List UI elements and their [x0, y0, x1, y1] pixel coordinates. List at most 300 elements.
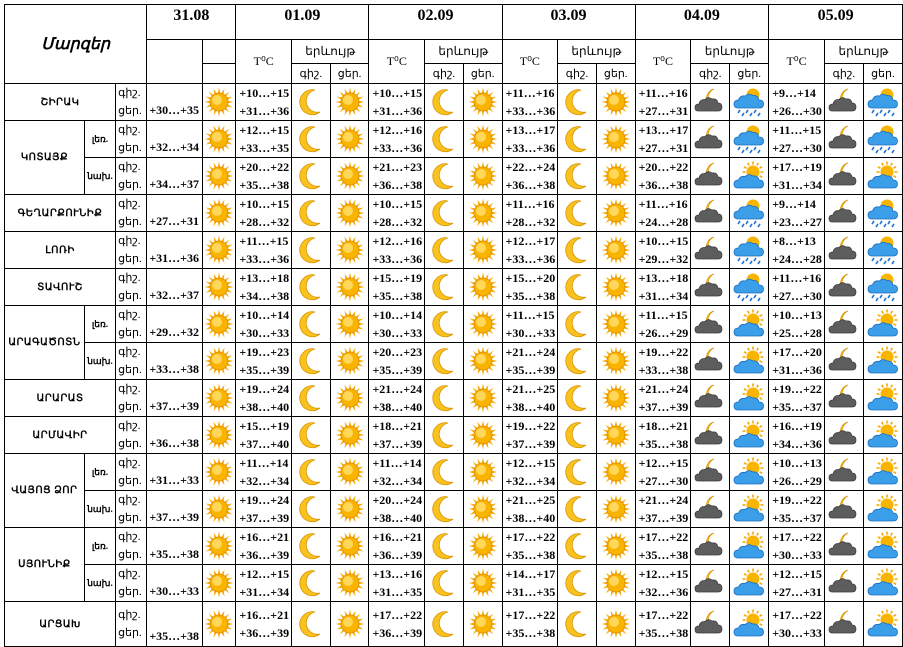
night-header: գիշ. [691, 64, 730, 84]
night-weather-cell [691, 269, 730, 306]
night-weather-cell [425, 84, 464, 121]
temp-cell [769, 380, 825, 417]
blank-cell [202, 64, 236, 84]
night-temperature: +15…+19 [239, 419, 290, 433]
day-temperature: +31…+36 [239, 104, 290, 118]
day-temperature: +33…+36 [372, 252, 423, 266]
night-temperature: +15…+20 [505, 271, 556, 285]
night-temperature: +19…+23 [239, 345, 290, 359]
sun-icon [597, 87, 635, 117]
night-temperature: +13…+16 [372, 567, 423, 581]
region-name-cell [5, 602, 116, 647]
subregion-cell [84, 121, 115, 158]
temp-cell [369, 343, 425, 380]
first-day-icon-cell [202, 528, 236, 565]
night-temperature: +21…+24 [505, 345, 556, 359]
temp-cell [769, 417, 825, 454]
night-weather-cell [824, 491, 863, 528]
night-temperature: +17…+22 [638, 608, 689, 622]
night-temperature: +12…+16 [372, 123, 423, 137]
moon-icon [558, 420, 596, 450]
day-header: ցեր. [330, 64, 369, 84]
first-day-icon-cell [202, 84, 236, 121]
day-temperature: +33…+35 [239, 141, 290, 155]
region-name-cell [5, 269, 116, 306]
temp-cell [236, 195, 292, 232]
moon-icon [558, 235, 596, 265]
day-temperature: +30…+33 [772, 548, 822, 562]
day-temperature: +33…+36 [372, 141, 423, 155]
day-temperature: +37…+39 [638, 400, 689, 414]
temp-cell [502, 232, 558, 269]
sun-icon [203, 457, 236, 487]
night-weather-cell [691, 306, 730, 343]
night-temperature: +21…+24 [638, 493, 689, 507]
region-name: ՏԱՎՈՒՇ [37, 281, 83, 293]
day-weather-cell [463, 528, 502, 565]
day-weather-cell [463, 121, 502, 158]
day-weather-cell [730, 158, 769, 195]
night-weather-cell [558, 380, 597, 417]
temp-header: T⁰C [502, 40, 558, 84]
date-header-1: 01.09 [236, 5, 369, 40]
moon-icon [425, 235, 463, 265]
day-weather-cell [463, 306, 502, 343]
sun-icon [203, 309, 236, 339]
sun-cloud-icon [864, 420, 902, 450]
day-header: ցեր. [863, 64, 902, 84]
region-name-cell [5, 380, 116, 417]
day-weather-cell [596, 380, 635, 417]
sun-icon [597, 161, 635, 191]
day-weather-cell [730, 602, 769, 647]
moon-icon [292, 494, 330, 524]
day-temperature: +37…+39 [239, 511, 290, 525]
night-label: գիշ. [118, 531, 141, 543]
weather-header: երևույթ [691, 40, 769, 64]
day-weather-cell [730, 232, 769, 269]
day-temperature: +35…+39 [505, 363, 556, 377]
day-temperature: +37…+40 [239, 437, 290, 451]
day-weather-cell [730, 417, 769, 454]
day-weather-cell [463, 195, 502, 232]
day-weather-cell [330, 565, 369, 602]
table-row [5, 602, 903, 647]
temp-cell [635, 417, 691, 454]
day-label: ցեր. [118, 253, 142, 265]
night-temperature: +20…+24 [372, 493, 423, 507]
night-temperature: +12…+17 [505, 234, 556, 248]
night-temperature: +21…+25 [505, 493, 556, 507]
subregion-label: լեռ. [91, 318, 109, 329]
night-weather-cell [691, 232, 730, 269]
temp-cell [502, 269, 558, 306]
night-weather-cell [824, 454, 863, 491]
day-temperature: +31…+35 [505, 585, 556, 599]
night-temperature: +17…+22 [772, 608, 822, 622]
cloud-moon-icon [691, 383, 729, 413]
first-day-icon-cell [202, 195, 236, 232]
day-weather-cell [730, 491, 769, 528]
night-temperature: +14…+17 [505, 567, 556, 581]
night-weather-cell [824, 269, 863, 306]
night-temperature: +17…+22 [505, 608, 556, 622]
sun-icon [597, 383, 635, 413]
first-day-temp-cell [147, 306, 203, 343]
moon-icon [425, 609, 463, 639]
day-temperature: +32…+36 [638, 585, 689, 599]
period-label-cell [116, 491, 147, 528]
day-weather-cell [730, 565, 769, 602]
temp-cell [635, 306, 691, 343]
temperature-range: +32…+34 [149, 140, 199, 154]
region-name: ԱՐՄԱՎԻՐ [32, 429, 88, 441]
day-weather-cell [863, 84, 902, 121]
moon-icon [425, 161, 463, 191]
temp-cell [502, 84, 558, 121]
moon-icon [425, 87, 463, 117]
rain-icon [730, 197, 768, 229]
day-weather-cell [330, 269, 369, 306]
date-header-2: 02.09 [369, 5, 502, 40]
night-temperature: +19…+22 [772, 382, 822, 396]
night-weather-cell [292, 84, 331, 121]
table-row [5, 565, 903, 602]
sun-cloud-icon [864, 531, 902, 561]
sun-icon [203, 272, 236, 302]
night-temperature: +17…+22 [638, 530, 689, 544]
temp-cell [635, 343, 691, 380]
day-temperature: +31…+35 [372, 585, 423, 599]
cloud-moon-icon [825, 124, 863, 154]
weather-header: երևույթ [824, 40, 902, 64]
night-weather-cell [292, 380, 331, 417]
sun-icon [203, 87, 236, 117]
cloud-moon-icon [825, 383, 863, 413]
cloud-moon-icon [691, 272, 729, 302]
day-weather-cell [596, 269, 635, 306]
night-temperature: +13…+17 [505, 123, 556, 137]
temp-cell [769, 158, 825, 195]
day-temperature: +36…+39 [239, 626, 290, 640]
night-label: գիշ. [118, 346, 141, 358]
period-label-cell [116, 121, 147, 158]
night-temperature: +17…+20 [772, 345, 822, 359]
night-weather-cell [558, 269, 597, 306]
table-row [5, 84, 903, 121]
day-temperature: +36…+38 [505, 178, 556, 192]
cloud-moon-icon [825, 531, 863, 561]
table-row [5, 121, 903, 158]
night-temperature: +21…+25 [505, 382, 556, 396]
night-temperature: +22…+24 [505, 160, 556, 174]
region-name-cell [5, 195, 116, 232]
sun-icon [597, 124, 635, 154]
night-weather-cell [558, 306, 597, 343]
temp-cell [236, 121, 292, 158]
night-temperature: +19…+24 [239, 382, 290, 396]
day-temperature: +33…+36 [505, 141, 556, 155]
night-header: գիշ. [558, 64, 597, 84]
region-name: ԱՐԱԳԱԾՈՏՆ [8, 337, 81, 348]
temp-cell [369, 158, 425, 195]
temp-cell [369, 417, 425, 454]
day-temperature: +31…+34 [638, 289, 689, 303]
sun-cloud-icon [730, 346, 768, 376]
night-temperature: +10…+15 [239, 86, 290, 100]
period-label-cell [116, 158, 147, 195]
day-label: ցեր. [118, 475, 142, 487]
sun-icon [203, 198, 236, 228]
temp-cell [369, 232, 425, 269]
night-weather-cell [425, 343, 464, 380]
temp-cell [502, 158, 558, 195]
day-weather-cell [330, 380, 369, 417]
night-weather-cell [691, 528, 730, 565]
cloud-moon-icon [825, 346, 863, 376]
day-weather-cell [330, 417, 369, 454]
night-temperature: +15…+19 [372, 271, 423, 285]
moon-icon [292, 272, 330, 302]
day-weather-cell [863, 528, 902, 565]
day-weather-cell [596, 306, 635, 343]
sun-cloud-icon [730, 568, 768, 598]
cloud-moon-icon [691, 457, 729, 487]
day-weather-cell [730, 380, 769, 417]
region-name-cell [5, 454, 85, 528]
region-name-cell [5, 121, 85, 195]
day-temperature: +36…+39 [372, 626, 423, 640]
day-temperature: +34…+36 [772, 437, 822, 451]
weather-header: երևույթ [425, 40, 502, 64]
temp-cell [502, 380, 558, 417]
cloud-moon-icon [691, 420, 729, 450]
sun-cloud-icon [864, 309, 902, 339]
cloud-moon-icon [825, 494, 863, 524]
day-temperature: +35…+37 [772, 511, 822, 525]
temp-cell [635, 602, 691, 647]
table-row [5, 528, 903, 565]
day-temperature: +35…+38 [638, 437, 689, 451]
moon-icon [425, 346, 463, 376]
night-temperature: +12…+15 [772, 567, 822, 581]
night-weather-cell [824, 195, 863, 232]
rain-icon [730, 234, 768, 266]
sun-cloud-icon [730, 420, 768, 450]
day-temperature: +28…+32 [239, 215, 290, 229]
sun-cloud-icon [864, 161, 902, 191]
temp-cell [502, 528, 558, 565]
temp-cell [502, 565, 558, 602]
night-weather-cell [292, 306, 331, 343]
rain-icon [864, 123, 902, 155]
night-temperature: +20…+22 [638, 160, 689, 174]
temperature-range: +37…+39 [149, 399, 199, 413]
night-weather-cell [425, 528, 464, 565]
night-weather-cell [691, 380, 730, 417]
temp-header: T⁰C [769, 40, 825, 84]
first-day-icon-cell [202, 269, 236, 306]
night-temperature: +12…+15 [239, 567, 290, 581]
night-weather-cell [425, 121, 464, 158]
subregion-label: նախ. [87, 577, 113, 588]
day-temperature: +28…+32 [505, 215, 556, 229]
region-name: ԿՈՏԱՅՔ [20, 152, 69, 163]
sun-icon [597, 272, 635, 302]
night-weather-cell [558, 602, 597, 647]
day-weather-cell [463, 380, 502, 417]
sun-icon [331, 87, 369, 117]
sun-icon [464, 235, 502, 265]
temp-cell [236, 491, 292, 528]
region-name-cell [5, 232, 116, 269]
day-temperature: +27…+30 [772, 141, 822, 155]
night-temperature: +10…+15 [638, 234, 689, 248]
day-weather-cell [596, 158, 635, 195]
sun-cloud-icon [730, 531, 768, 561]
day-weather-cell [596, 84, 635, 121]
cloud-moon-icon [691, 609, 729, 639]
temp-cell [236, 380, 292, 417]
day-weather-cell [330, 454, 369, 491]
day-temperature: +36…+38 [638, 178, 689, 192]
temp-cell [236, 528, 292, 565]
moon-icon [292, 346, 330, 376]
moon-icon [558, 309, 596, 339]
period-label-cell [116, 195, 147, 232]
night-temperature: +19…+22 [638, 345, 689, 359]
day-temperature: +29…+32 [638, 252, 689, 266]
title-cell [5, 5, 147, 84]
day-temperature: +35…+37 [772, 400, 822, 414]
night-temperature: +9…+14 [772, 197, 816, 211]
date-header-0: 31.08 [147, 5, 236, 40]
day-weather-cell [330, 491, 369, 528]
sun-icon [597, 235, 635, 265]
night-temperature: +12…+15 [638, 456, 689, 470]
sun-icon [597, 609, 635, 639]
temp-cell [635, 158, 691, 195]
day-weather-cell [463, 602, 502, 647]
day-header: ցեր. [730, 64, 769, 84]
day-weather-cell [463, 84, 502, 121]
night-label: գիշ. [118, 609, 141, 621]
table-row [5, 195, 903, 232]
day-weather-cell [596, 232, 635, 269]
night-temperature: +11…+16 [638, 197, 688, 211]
day-weather-cell [463, 158, 502, 195]
temp-cell [635, 195, 691, 232]
day-weather-cell [863, 343, 902, 380]
sun-icon [331, 457, 369, 487]
sun-icon [331, 235, 369, 265]
day-label: ցեր. [118, 549, 142, 561]
temp-cell [502, 454, 558, 491]
cloud-moon-icon [691, 309, 729, 339]
night-weather-cell [824, 306, 863, 343]
temp-cell [236, 232, 292, 269]
temp-cell [635, 232, 691, 269]
day-temperature: +26…+30 [772, 104, 822, 118]
sun-icon [464, 198, 502, 228]
night-weather-cell [292, 491, 331, 528]
night-weather-cell [292, 232, 331, 269]
temp-cell [502, 306, 558, 343]
subregion-cell [84, 306, 115, 343]
first-day-temp-cell [147, 491, 203, 528]
forecast-table-wrapper [4, 4, 903, 647]
moon-icon [558, 457, 596, 487]
temp-cell [369, 602, 425, 647]
day-weather-cell [596, 417, 635, 454]
night-weather-cell [824, 232, 863, 269]
table-row [5, 269, 903, 306]
night-temperature: +21…+23 [372, 160, 423, 174]
first-day-temp-cell [147, 454, 203, 491]
night-temperature: +17…+22 [505, 530, 556, 544]
sun-icon [464, 383, 502, 413]
period-label-cell [116, 528, 147, 565]
cloud-moon-icon [691, 346, 729, 376]
temp-cell [769, 232, 825, 269]
moon-icon [292, 87, 330, 117]
night-temperature: +9…+14 [772, 86, 816, 100]
period-label-cell [116, 602, 147, 647]
night-temperature: +11…+15 [638, 308, 688, 322]
sun-icon [597, 309, 635, 339]
day-label: ցեր. [118, 142, 142, 154]
night-weather-cell [691, 491, 730, 528]
sun-icon [464, 161, 502, 191]
day-weather-cell [330, 528, 369, 565]
first-day-temp-cell [147, 269, 203, 306]
period-label-cell [116, 454, 147, 491]
temp-cell [502, 602, 558, 647]
cloud-moon-icon [825, 272, 863, 302]
day-weather-cell [730, 269, 769, 306]
temp-cell [369, 84, 425, 121]
weather-header: երևույթ [558, 40, 635, 64]
temperature-range: +33…+38 [149, 362, 199, 376]
day-temperature: +35…+38 [505, 548, 556, 562]
table-row [5, 306, 903, 343]
night-temperature: +16…+21 [372, 530, 423, 544]
day-weather-cell [863, 306, 902, 343]
day-label: ցեր. [118, 401, 142, 413]
day-temperature: +35…+38 [638, 626, 689, 640]
sun-cloud-icon [864, 383, 902, 413]
table-row [5, 158, 903, 195]
day-weather-cell [730, 454, 769, 491]
moon-icon [558, 346, 596, 376]
night-weather-cell [558, 158, 597, 195]
temperature-range: +36…+38 [149, 436, 199, 450]
date-header-5: 05.09 [769, 5, 903, 40]
moon-icon [292, 457, 330, 487]
night-temperature: +10…+13 [772, 456, 822, 470]
subregion-label: նախ. [87, 355, 113, 366]
night-temperature: +17…+22 [772, 530, 822, 544]
night-weather-cell [691, 195, 730, 232]
night-temperature: +10…+15 [372, 197, 423, 211]
first-day-icon-cell [202, 491, 236, 528]
temp-cell [236, 602, 292, 647]
sun-icon [203, 494, 236, 524]
rain-icon [864, 86, 902, 118]
temp-cell [236, 565, 292, 602]
sun-icon [331, 494, 369, 524]
cloud-moon-icon [691, 531, 729, 561]
